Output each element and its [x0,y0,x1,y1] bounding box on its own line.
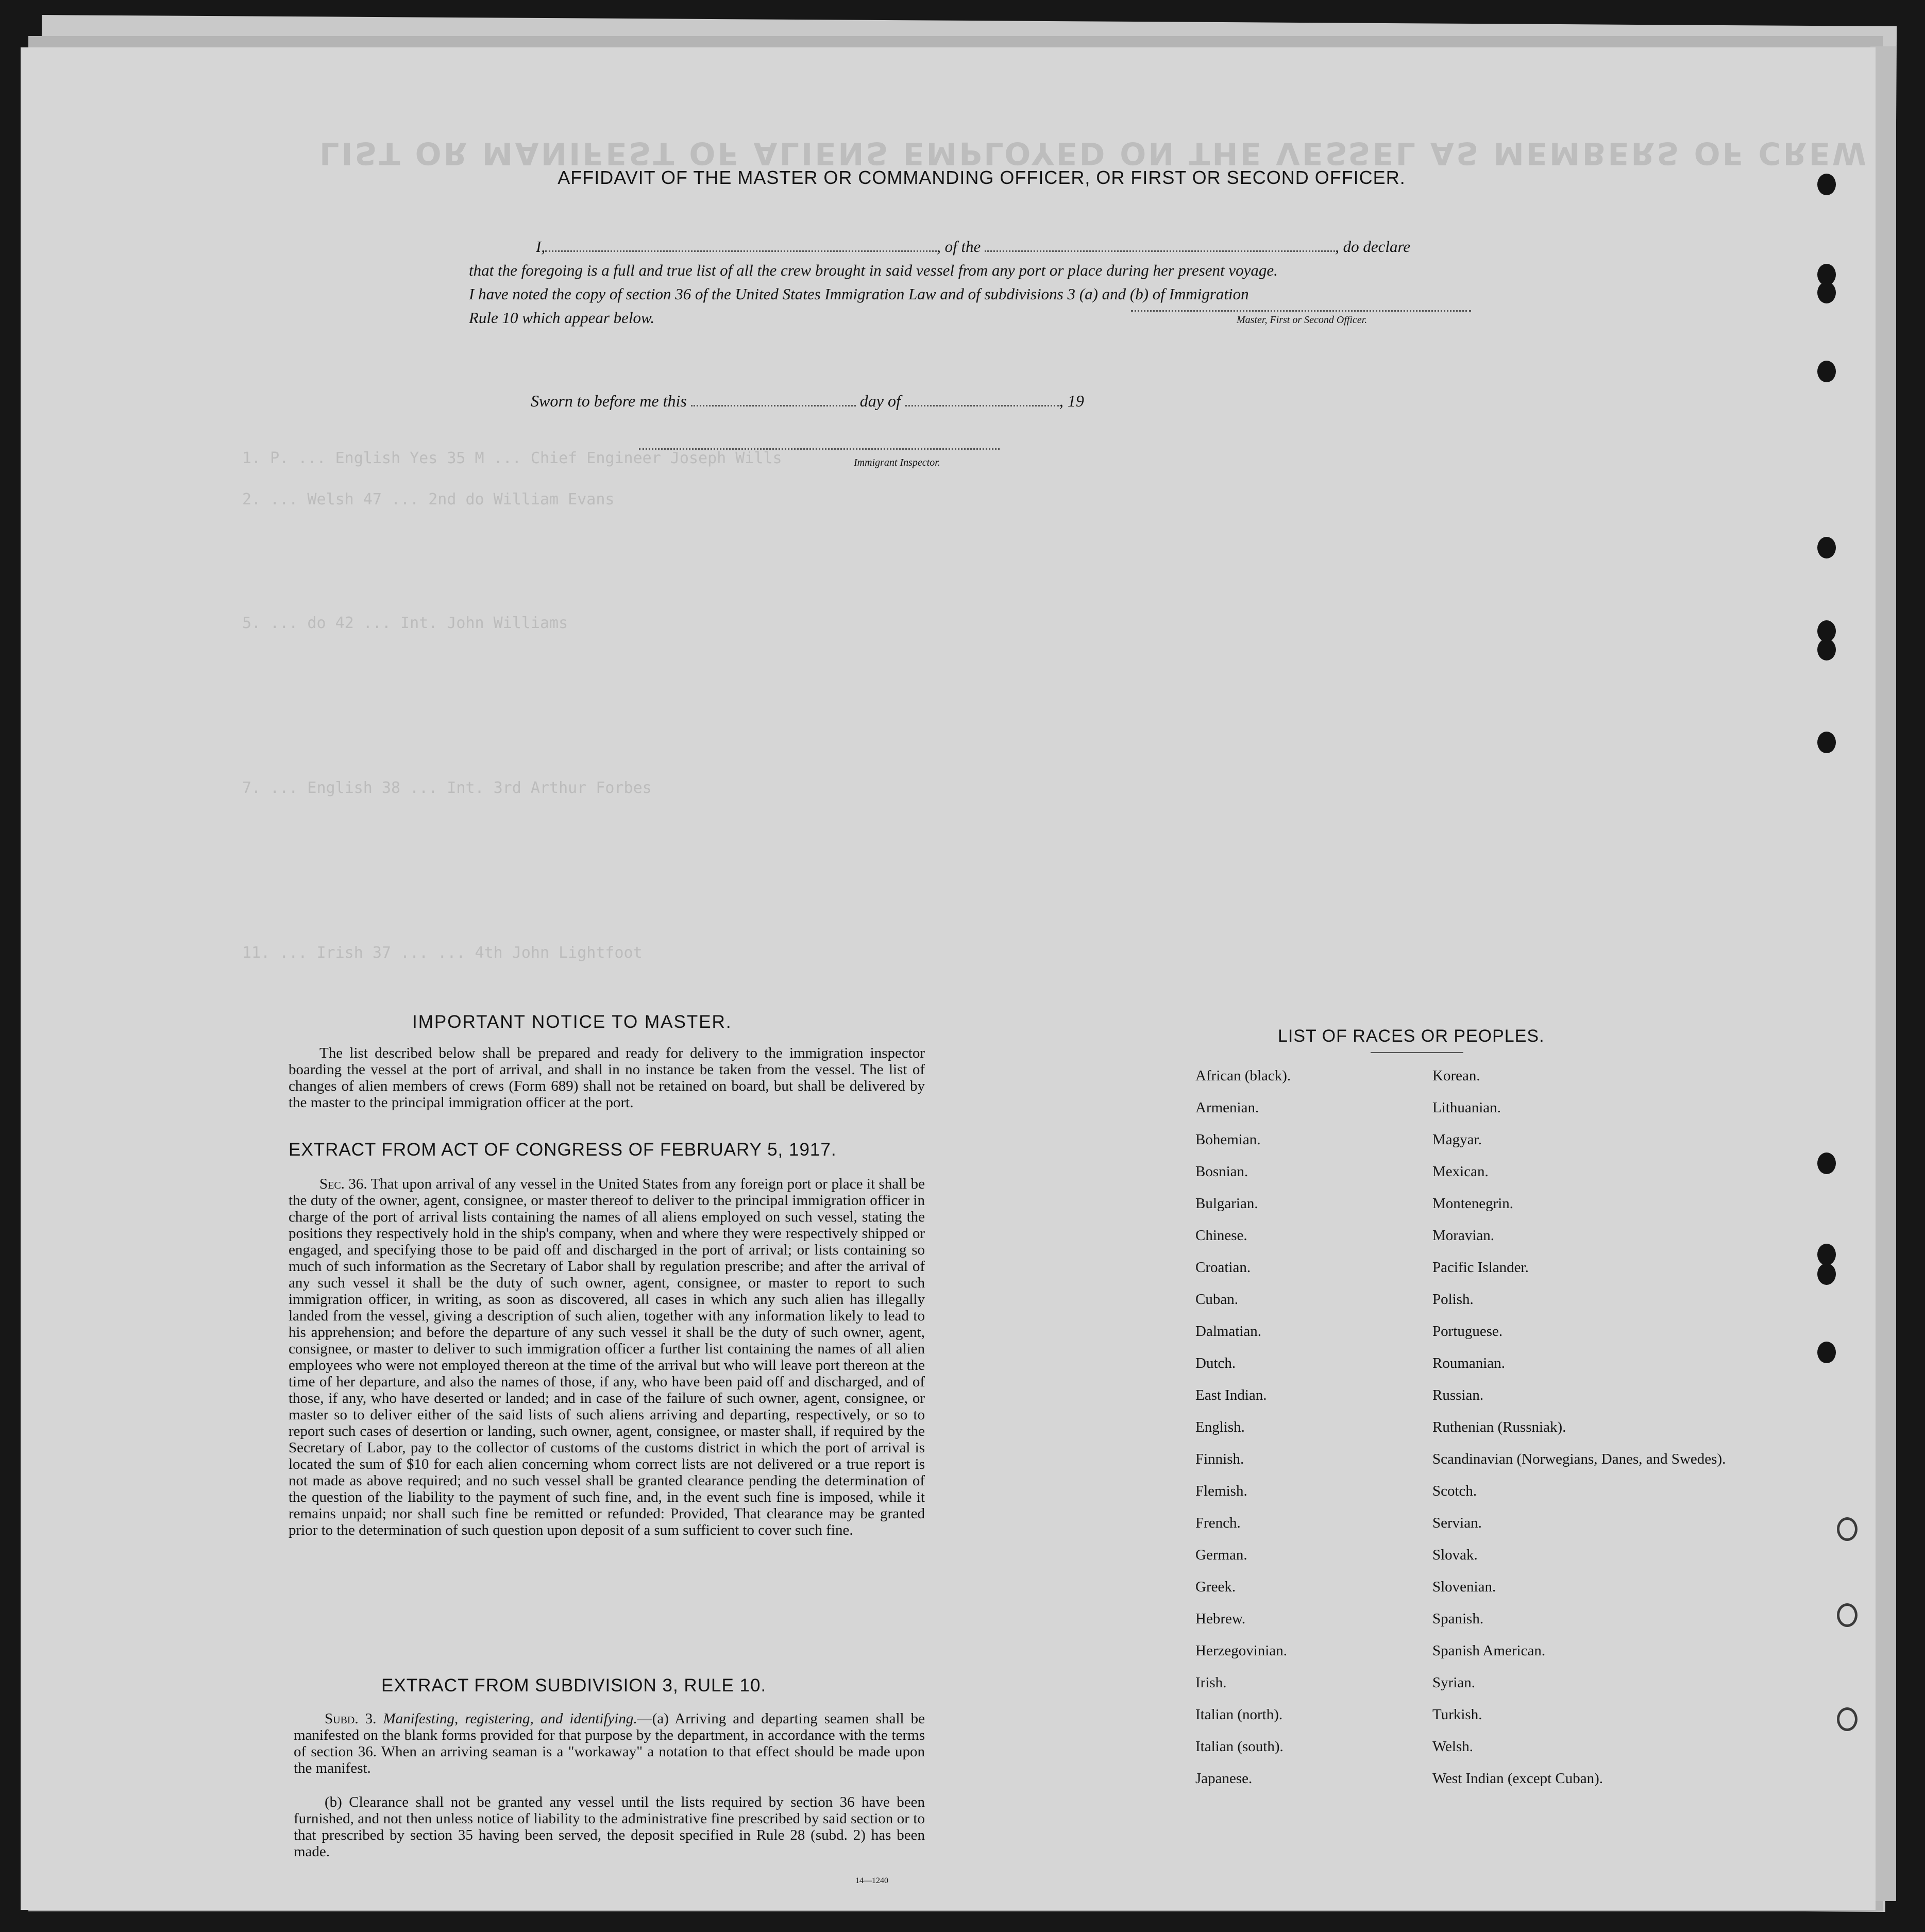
race-item: African (black). [1195,1067,1291,1084]
race-item: Syrian. [1432,1674,1475,1691]
punch-ring [1837,1707,1858,1731]
master-signature-line[interactable] [1131,310,1471,312]
race-item: Japanese. [1195,1770,1253,1787]
race-item: Spanish. [1432,1611,1484,1627]
affidavit-line-4: Rule 10 which appear below. [469,309,655,327]
rule-subd-label: Subd. 3. [325,1710,377,1727]
punch-ring [1837,1517,1858,1541]
race-item: Korean. [1432,1067,1480,1084]
officer-name-field[interactable] [545,237,937,252]
race-item: Armenian. [1195,1099,1259,1116]
punch-hole [1817,732,1836,753]
affidavit-of-the: , of the [937,238,981,256]
bleed-through-row: 7. ... English 38 ... Int. 3rd Arthur Forbes [242,779,652,797]
race-item: Spanish American. [1432,1642,1546,1659]
sworn-statement [531,392,1084,411]
bleed-through-heading: LIST OR MANIFEST OF ALIENS EMPLOYED ON THE VESSEL AS MEMBERS OF CREW [319,135,1868,171]
punch-hole [1817,1244,1836,1265]
bleed-through-row: 11. ... Irish 37 ... ... 4th John Lightfoot [242,944,643,962]
sworn-month-field[interactable] [905,392,1059,406]
races-column-2 [1432,1067,1726,1802]
sworn-day-field[interactable] [691,392,856,406]
affidavit-line-3: I have noted the copy of section 36 of the United States Immigration Law and of subdivisions 3 (a) and (b) of Immigration [469,285,1249,303]
sworn-day-of: day of [859,392,901,410]
race-item: French. [1195,1515,1241,1531]
affidavit-i: I, [536,238,546,256]
race-item: Ruthenian (Russniak). [1432,1419,1566,1435]
race-item: Slovak. [1432,1547,1478,1563]
race-item: Greek. [1195,1579,1236,1595]
affidavit-declare: , do declare [1335,238,1411,256]
race-item: English. [1195,1419,1245,1435]
affidavit-title: AFFIDAVIT OF THE MASTER OR COMMANDING OFFICER, OR FIRST OR SECOND OFFICER. [558,167,1406,188]
race-item: Pacific Islander. [1432,1259,1529,1276]
race-item: Flemish. [1195,1483,1247,1499]
bleed-through-row: 2. ... Welsh 47 ... 2nd do William Evans [242,490,615,509]
punch-hole [1817,282,1836,303]
form-number: 14—1240 [855,1876,888,1885]
race-item: Italian (south). [1195,1738,1284,1755]
punch-hole [1817,1153,1836,1174]
race-item: Chinese. [1195,1227,1247,1244]
race-item: Moravian. [1432,1227,1494,1244]
punch-hole [1817,361,1836,382]
races-title: LIST OF RACES OR PEOPLES. [1278,1026,1545,1046]
affidavit-line-2: that the foregoing is a full and true list of all the crew brought in said vessel from any port or place during her present voyage. [469,261,1278,279]
race-item: Dalmatian. [1195,1323,1262,1340]
punch-hole [1817,537,1836,558]
races-title-rule [1371,1052,1463,1053]
race-item: Magyar. [1432,1131,1482,1148]
punch-hole [1817,639,1836,660]
race-item: Scandinavian (Norwegians, Danes, and Swedes). [1432,1451,1726,1467]
master-caption: Master, First or Second Officer. [1237,314,1367,326]
act-section-label: Sec. 36. [319,1176,367,1192]
notice-text: The list described below shall be prepared and ready for delivery to the immigration inspector boarding the vessel at the port of arrival, and shall in no instance be taken from the vessel. The list of changes of alien members of crews (Form 689) shall not be retained on board, but shall be delivered by the master to the principal immigration officer at the port. [289,1045,925,1111]
race-item: East Indian. [1195,1387,1267,1403]
punch-hole [1817,1263,1836,1285]
rule-para-a-text: —(a) Arriving and departing seamen shall be manifested on the blank forms provided for that purpose by the department, in accordance with the terms of section 36. When an arriving seaman is a "workaway" a notation to that effect should be made upon the manifest. [294,1710,925,1776]
race-item: Slovenian. [1432,1579,1496,1595]
race-item: Turkish. [1432,1706,1482,1723]
rule-subd-heading: Manifesting, registering, and identifying. [383,1710,637,1727]
act-section-36 [289,1176,925,1538]
rule-para-a [294,1710,925,1776]
sworn-text: Sworn to before me this [531,392,687,410]
race-item: Bosnian. [1195,1163,1248,1180]
act-title: EXTRACT FROM ACT OF CONGRESS OF FEBRUARY 5, 1917. [289,1140,837,1160]
race-item: Hebrew. [1195,1611,1246,1627]
race-item: West Indian (except Cuban). [1432,1770,1603,1787]
race-item: Polish. [1432,1291,1474,1308]
race-item: Servian. [1432,1515,1482,1531]
bleed-through-row: 5. ... do 42 ... Int. John Williams [242,614,568,632]
vessel-name-field[interactable] [985,237,1335,252]
bleed-through-row: 1. P. ... English Yes 35 M ... Chief Engineer Joseph Wills [242,449,782,467]
race-item: Welsh. [1432,1738,1474,1755]
race-item: Montenegrin. [1432,1195,1514,1212]
race-item: Bulgarian. [1195,1195,1258,1212]
race-item: Russian. [1432,1387,1484,1403]
sworn-year: , 19 [1059,392,1084,410]
races-column-1 [1195,1067,1291,1802]
punch-hole [1817,174,1836,195]
race-item: Dutch. [1195,1355,1236,1371]
race-item: Herzegovinian. [1195,1642,1287,1659]
race-item: Bohemian. [1195,1131,1261,1148]
rule-para-b: (b) Clearance shall not be granted any vessel until the lists required by section 36 have been furnished, and not then unless notice of liability to the administrative fine prescribed by said section or to that prescribed by section 35 having been served, the deposit specified in Rule 28 (subd. 2) has been made. [294,1794,925,1860]
race-item: Finnish. [1195,1451,1244,1467]
race-item: Cuban. [1195,1291,1238,1308]
inspector-signature-line[interactable] [639,448,1000,450]
race-item: Roumanian. [1432,1355,1505,1371]
race-item: Croatian. [1195,1259,1251,1276]
race-item: German. [1195,1547,1247,1563]
race-item: Portuguese. [1432,1323,1503,1340]
race-item: Scotch. [1432,1483,1477,1499]
race-item: Mexican. [1432,1163,1489,1180]
notice-title: IMPORTANT NOTICE TO MASTER. [412,1012,732,1032]
punch-hole [1817,1342,1836,1363]
race-item: Italian (north). [1195,1706,1283,1723]
rule-title: EXTRACT FROM SUBDIVISION 3, RULE 10. [381,1675,767,1696]
document-page [21,47,1876,1910]
race-item: Lithuanian. [1432,1099,1501,1116]
race-item: Irish. [1195,1674,1227,1691]
act-section-text: That upon arrival of any vessel in the United States from any foreign port or place it shall be the duty of the owner, agent, consignee, or master thereof to deliver to the principal immigration officer in charge of the port of arrival lists containing the names of all aliens employed on such vessel, stating the positions they respectively hold in the ship's company, when and where they were respectively shipped or engaged, and specifying those to be paid off and discharged in the port of arrival; or lists containing so much of such information as the Secretary of Labor shall by regulation prescribe; and after the arrival of any such vessel it shall be the duty of such owner, agent, consignee, or master to report to such immigration officer, in writing, as soon as discovered, all cases in which any such alien has illegally landed from the vessel, giving a description of such alien, together with any information likely to lead to his apprehension; and before the departure of any such vessel it shall be the duty of such owner, agent, consignee, or master to deliver to such immigration officer a further list containing the names of all alien employees who were not employed thereon at the time of the arrival but who will leave port thereon at the time of her departure, and also the names of those, if any, who have been paid off and discharged, and of those, if any, who have deserted or landed; and in case of the failure of such owner, agent, consignee, or master so to deliver either of the said lists of such aliens arriving and departing, respectively, or so to report such cases of desertion or landing, such owner, agent, consignee, or master shall, if required by the Secretary of Labor, pay to the collector of customs of the customs district in which the port of arrival is located the sum of $10 for each alien concerning whom correct lists are not delivered or a true report is not made as above required; and no such vessel shall be granted clearance pending the determination of the question of the liability to the payment of such fine, and, in the event such fine is imposed, while it remains unpaid; nor shall such fine be remitted or refunded: Provided, That clearance may be granted prior to the determination of such question upon deposit of a sum sufficient to cover such fine. [289,1176,925,1538]
inspector-caption: Immigrant Inspector. [854,457,940,468]
punch-ring [1837,1603,1858,1627]
